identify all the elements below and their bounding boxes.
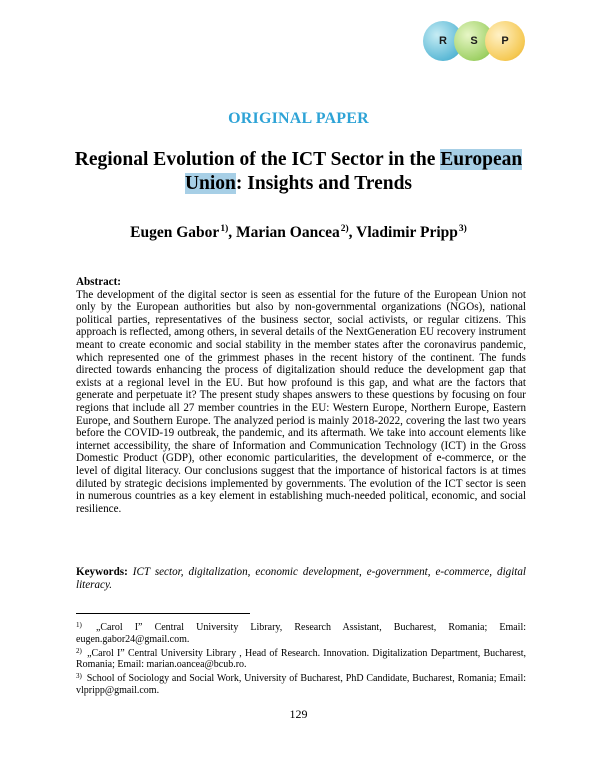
title-highlight-1[interactable]: European (440, 149, 523, 170)
footnote-2 (76, 646, 526, 672)
footnote-text: „Carol I” Central University Library, Research Assistant, Bucharest, Romania; Email: eugen.gabor24@gmail.com. (76, 622, 527, 645)
author-name: Vladimir Pripp (356, 224, 458, 241)
logo-circle-r: R (423, 21, 463, 61)
footnote-marker: 1) (76, 621, 82, 629)
abstract (76, 276, 526, 515)
footnote-text: School of Sociology and Social Work, University of Bucharest, PhD Candidate, Bucharest, Romania; Email: vlpripp@gmail.com. (76, 673, 527, 696)
keywords-label: Keywords: (76, 566, 128, 578)
page-number: 129 (289, 707, 308, 721)
logo-circle-s: S (454, 21, 494, 61)
footnote-1 (76, 620, 526, 646)
abstract-heading: Abstract: (76, 276, 121, 288)
footnote-text: „Carol I” Central University Library , Head of Research. Innovation. Digitalization Department, Bucharest, Romania; Email: marian.oancea@bcub.ro. (76, 647, 526, 671)
author-list: Eugen Gabor$^{1)}$, Marian Oancea$^{2)}$, Vladimir Pripp$^{3)}$ (130, 224, 467, 241)
title-part-2: : Insights and Trends (235, 173, 413, 194)
author-marker: 3) (458, 224, 467, 234)
author-name: Marian Oancea (235, 224, 340, 241)
paper-title (60, 148, 537, 196)
logo-circle-p: P (485, 21, 525, 61)
author-marker: 1) (220, 224, 229, 234)
keywords-text: ICT sector, digitalization, economic development, e-government, e-commerce, digital literacy. (76, 566, 526, 591)
journal-logo (421, 14, 529, 68)
title-highlight-2[interactable]: Union (184, 173, 236, 194)
abstract-text: The development of the digital sector is seen as essential for the future of the European Union not only by the European authorities but also by non-governmental organizations (NGOs), national political parties, representatives of the business sector, social activists, or regular citizens. This approach is reflected, among others, in several details of the NextGeneration EU recovery instrument meant to create economic and social stability in the member states after the coronavirus pandemic, which represented one of the grimmest phases in the recent history of the continent. The funds directed towards enhancing the process of digitalization should reduce the development gap that exists at a regional level in the EU. But how profound is this gap, and what are the factors that generate and perpetuate it? The present study shapes answers to these questions by focusing on four regions that include all 27 member countries in the EU: Western Europe, Northern Europe, Eastern Europe, and Southern Europe. The analyzed period is mainly 2018-2022, covering the last two years before the COVID-19 outbreak, the pandemic, and its aftermath. We take into account elements like internet accessibility, the share of Information and Communication Technology (ICT) in the Gross Domestic Product (GDP), other economic particularities, the development of e-commerce, or the level of digital literacy. Our conclusions suggest that the importance of historical factors is at times diluted by strategic decisions implemented by governments. The evolution of the ICT sector is seen in numerous countries as a key element in establishing much-needed political, economic, and social resilience. (76, 288, 526, 515)
footnote-marker: 2) (76, 646, 82, 655)
author-name: Eugen Gabor (130, 224, 220, 241)
section-label: ORIGINAL PAPER (228, 110, 369, 127)
footnotes (76, 620, 526, 697)
author-marker: 2) (340, 224, 349, 234)
footnote-marker: 3) (76, 672, 82, 681)
footnote-divider (76, 613, 250, 614)
footnote-3 (76, 671, 526, 697)
keywords (76, 566, 526, 591)
title-part-1: Regional Evolution of the ICT Sector in the (74, 149, 441, 170)
